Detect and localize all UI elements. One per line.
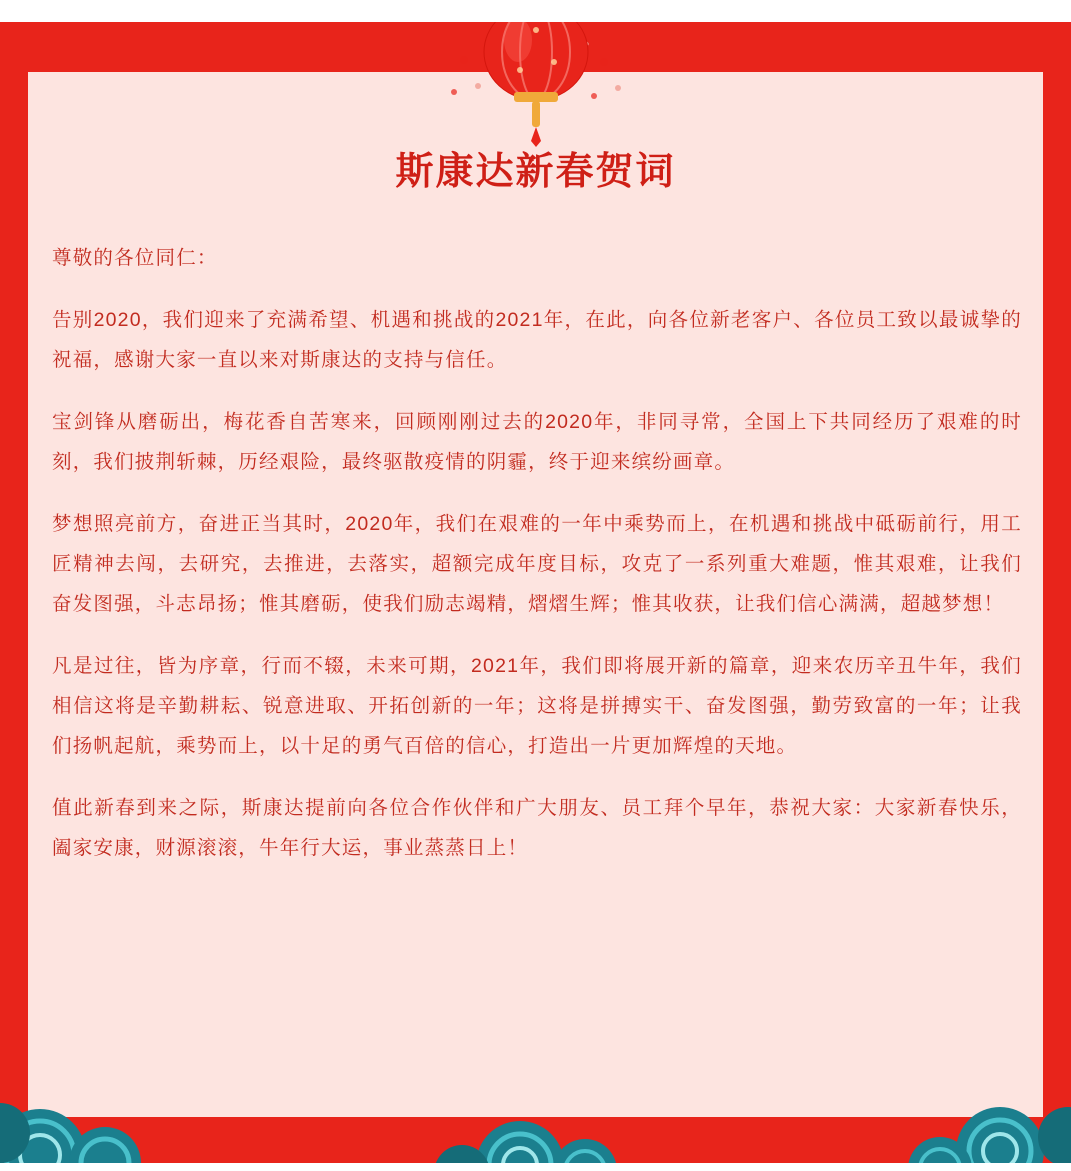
greeting-body (52, 238, 1022, 868)
paragraph: 梦想照亮前方，奋进正当其时，2020年，我们在艰难的一年中乘势而上，在机遇和挑战中砥砺前行，用工匠精神去闯，去研究，去推进，去落实，超额完成年度目标，攻克了一系列重大难题，惟其艰难，让我们奋发图强，斗志昂扬；惟其磨砺，使我们励志竭精，熠熠生辉；惟其收获，让我们信心满满，超越梦想！ (52, 513, 1022, 615)
page-title: 斯康达新春贺词 (395, 151, 676, 193)
lantern-icon (436, 0, 636, 160)
paragraph: 尊敬的各位同仁： (52, 247, 218, 269)
cloud-wave-icon (434, 1121, 617, 1163)
top-white-strip (0, 0, 1071, 22)
paragraph: 值此新春到来之际，斯康达提前向各位合作伙伴和广大朋友、员工拜个早年，恭祝大家：大家新春快乐，阖家安康，财源滚滚，牛年行大运，事业蒸蒸日上！ (52, 797, 1022, 859)
paragraph: 宝剑锋从磨砺出，梅花香自苦寒来，回顾刚刚过去的2020年，非同寻常，全国上下共同经历了艰难的时刻，我们披荆斩棘，历经艰险，最终驱散疫情的阴霾，终于迎来缤纷画章。 (52, 411, 1022, 473)
bottom-white-strip (0, 1163, 1071, 1171)
paragraph: 凡是过往，皆为序章，行而不辍，未来可期，2021年，我们即将展开新的篇章，迎来农历辛丑牛年，我们相信这将是辛勤耕耘、锐意进取、开拓创新的一年；这将是拼搏实干、奋发图强，勤劳致富的一年；让我们扬帆起航，乘势而上，以十足的勇气百倍的信心，打造出一片更加辉煌的天地。 (52, 655, 1022, 757)
paragraph: 告别2020，我们迎来了充满希望、机遇和挑战的2021年，在此，向各位新老客户、各位员工致以最诚挚的祝福，感谢大家一直以来对斯康达的支持与信任。 (52, 309, 1022, 371)
